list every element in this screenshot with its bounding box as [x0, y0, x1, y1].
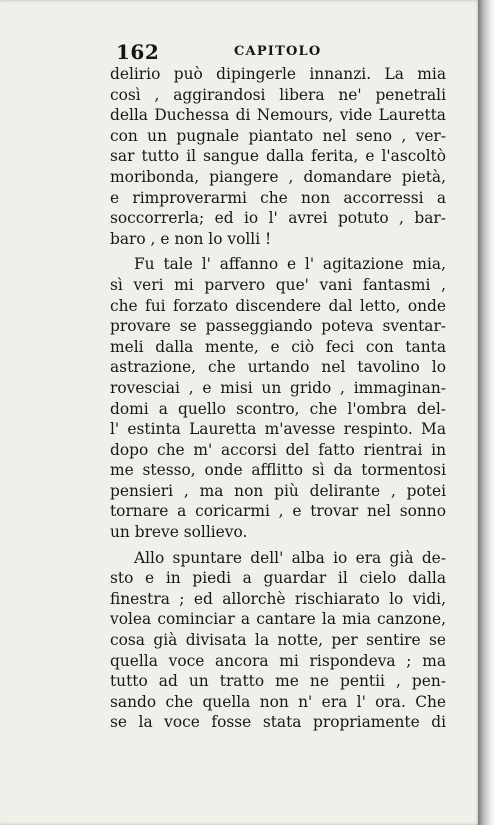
- text-line: delirio può dipingerle innanzi. La mia: [110, 65, 446, 83]
- text-line: sì veri mi parvero que' vani fantasmi ,: [110, 275, 446, 294]
- text-line: me stesso, onde afflitto sì da tormentosi: [110, 461, 446, 480]
- text-line: provare se passeggiando poteva sventar-: [110, 317, 446, 336]
- text-line: se la voce fosse stata propriamente di: [110, 713, 446, 732]
- text-line: quella voce ancora mi rispondeva ; ma: [110, 651, 446, 670]
- text-line: Fu tale l' affanno e l' agitazione mia,: [134, 255, 446, 274]
- text-line: finestra ; ed allorchè rischiarato lo vidi,: [110, 589, 446, 608]
- text-line: tornare a coricarmi , e trovar nel sonno: [110, 502, 446, 521]
- text-line: pensieri , ma non più delirante , potei: [110, 481, 446, 500]
- text-line: un breve sollievo.: [110, 523, 248, 542]
- text-line: che fui forzato discendere dal letto, onde: [110, 296, 446, 315]
- page-number: 162: [116, 40, 160, 64]
- paragraph-2: [110, 254, 446, 542]
- text-line: volea cominciar a cantare la mia canzone,: [110, 610, 446, 629]
- text-line: così , aggirandosi libera ne' penetrali: [110, 85, 446, 104]
- text-line: sto e in piedi a guardar il cielo dalla: [110, 569, 446, 588]
- text-line: moribonda, piangere , domandare pietà,: [110, 167, 446, 186]
- text-line: Allo spuntare dell' alba io era già de-: [134, 548, 446, 567]
- text-line: sar tutto il sangue dalla ferita, e l'ascoltò: [110, 147, 446, 166]
- text-line: baro , e non lo volli !: [110, 229, 272, 248]
- text-line: soccorrerla; ed io l' avrei potuto , bar-: [110, 209, 446, 228]
- paragraph-3: [110, 548, 446, 733]
- paragraph-1: [110, 64, 446, 249]
- text-line: tutto ad un tratto me ne pentii , pen-: [110, 672, 446, 691]
- text-line: rovesciai , e misi un grido , immaginan-: [110, 378, 446, 397]
- text-line: astrazione, che urtando nel tavolino lo: [110, 358, 446, 377]
- text-line: cosa già divisata la notte, per sentire se: [110, 631, 446, 650]
- text-line: meli dalla mente, e ciò feci con tanta: [110, 337, 446, 356]
- text-line: e rimproverarmi che non accorressi a: [110, 188, 446, 207]
- running-head: CAPITOLO: [234, 44, 322, 59]
- body-text: [110, 64, 446, 733]
- text-line: dopo che m' accorsi del fatto rientrai in: [110, 440, 446, 459]
- text-line: sando che quella non n' era l' ora. Che: [110, 692, 446, 711]
- page-edge: [478, 0, 495, 825]
- text-line: domi a quello scontro, che l'ombra del-: [110, 399, 446, 418]
- text-line: con un pugnale piantato nel seno , ver-: [110, 126, 446, 145]
- text-line: l' estinta Lauretta m'avesse respinto. Ma: [110, 420, 446, 439]
- text-line: della Duchessa di Nemours, vide Lauretta: [110, 106, 446, 125]
